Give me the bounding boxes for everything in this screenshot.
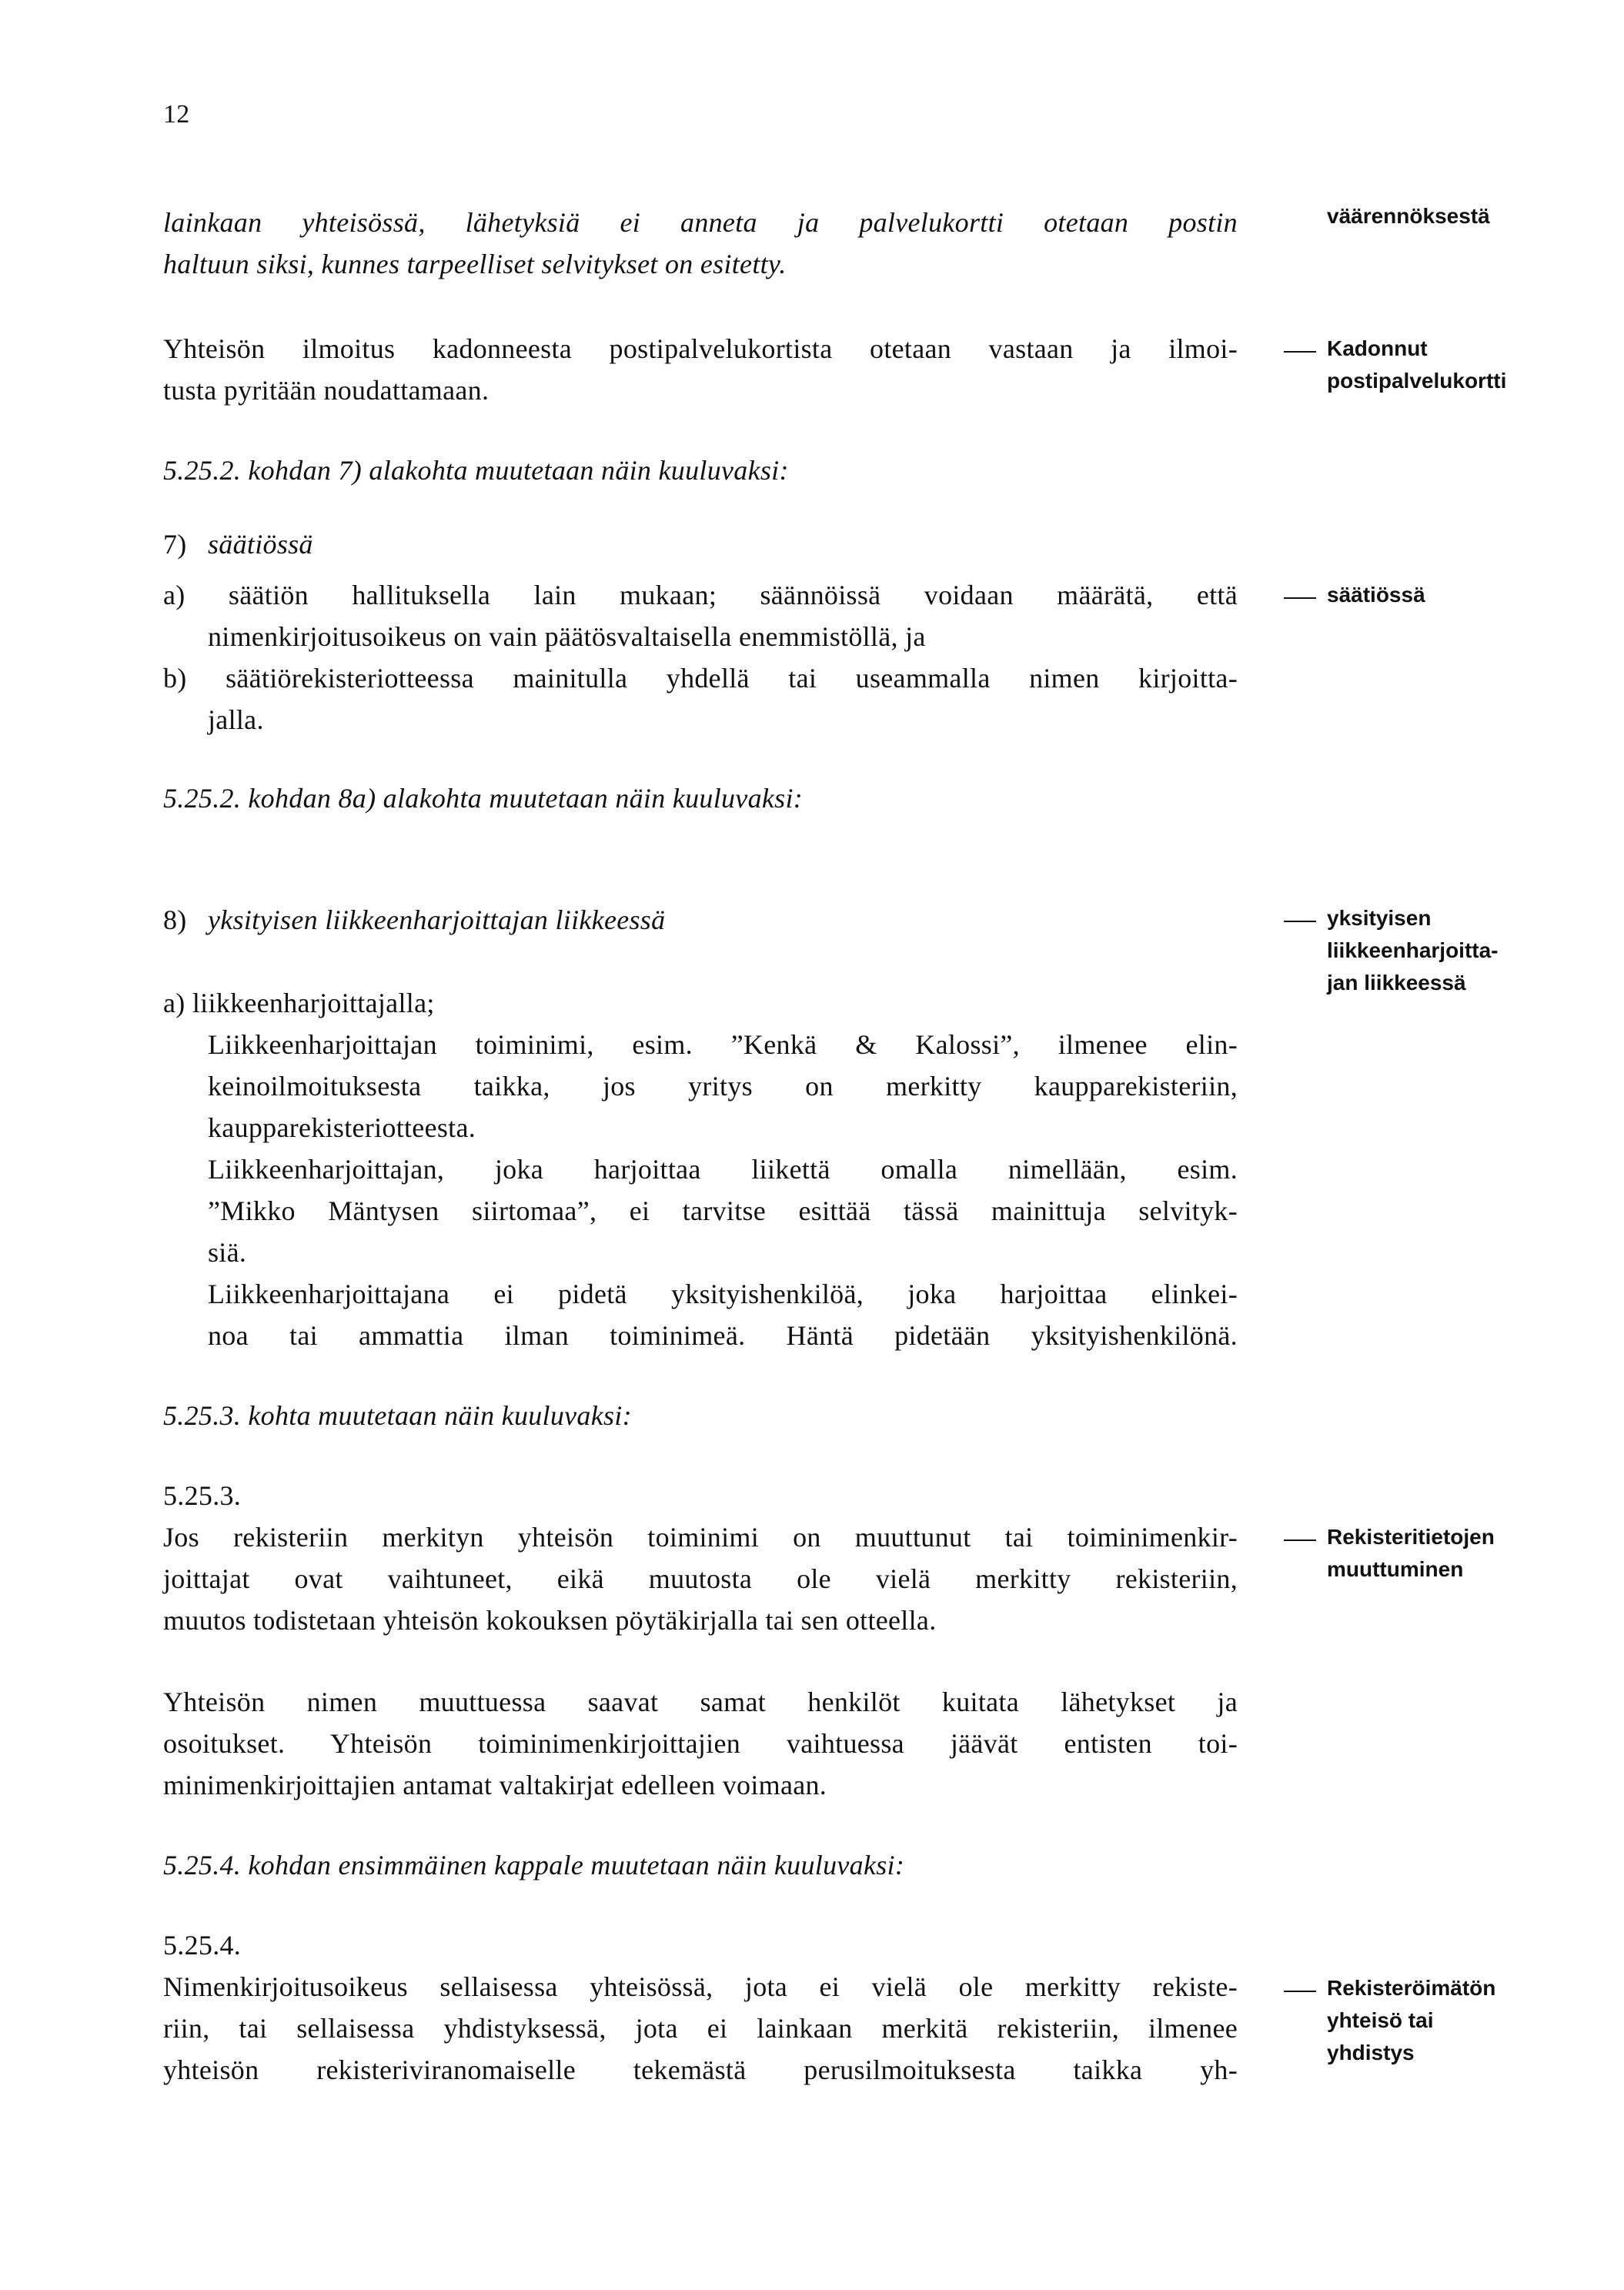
item-7a-line-2: nimenkirjoitusoikeus on vain päätösvaltaisella enemmistöllä, ja: [208, 621, 926, 652]
intro-line-2: haltuun siksi, kunnes tarpeelliset selvitykset on esitetty.: [163, 249, 787, 279]
margin-note-rekisteroimaton-2: yhteisö tai: [1327, 2008, 1434, 2032]
item-8-title: yksityisen liikkeenharjoittajan liikkeessä: [208, 904, 666, 935]
item-8-para3-line-2: noa tai ammattia ilman toiminimeä. Häntä pidetään yksityishenkilönä.: [208, 1320, 1238, 1351]
section-5254-para1-line-2: riin, tai sellaisessa yhdistyksessä, jota ei lainkaan merkitä rekisteriin, ilmenee: [163, 2013, 1238, 2044]
item-8a-label: a) liikkeenharjoittajalla;: [163, 988, 435, 1018]
margin-note-kadonnut-1: Kadonnut: [1327, 336, 1428, 360]
item-7-title: säätiössä: [208, 529, 313, 560]
margin-note-yksityisen-3: jan liikkeessä: [1327, 971, 1466, 995]
margin-note-dash: [1284, 351, 1316, 353]
section-5254-para1-line-1: Nimenkirjoitusoikeus sellaisessa yhteisössä, jota ei vielä ole merkitty rekiste-: [163, 1971, 1238, 2002]
item-8-para2-line-1: Liikkeenharjoittajan, joka harjoittaa liikettä omalla nimellään, esim.: [208, 1154, 1238, 1185]
section-heading-5252-8a: 5.25.2. kohdan 8a) alakohta muutetaan näin kuuluvaksi:: [163, 783, 804, 814]
item-7-number: 7): [163, 529, 187, 560]
margin-note-saatiossa: säätiössä: [1327, 583, 1425, 607]
margin-note-dash: [1284, 1991, 1316, 1992]
section-5253-para2-line-1: Yhteisön nimen muuttuessa saavat samat henkilöt kuitata lähetykset ja: [163, 1687, 1238, 1717]
intro-line-1: lainkaan yhteisössä, lähetyksiä ei anneta ja palvelukortti otetaan postin: [163, 207, 1238, 238]
margin-note-kadonnut-2: postipalvelukortti: [1327, 369, 1507, 393]
section-heading-5252-7: 5.25.2. kohdan 7) alakohta muutetaan näin kuuluvaksi:: [163, 455, 789, 486]
section-5254-number: 5.25.4.: [163, 1930, 242, 1961]
margin-note-rekisteroimaton-1: Rekisteröimätön: [1327, 1976, 1496, 2000]
section-5253-number: 5.25.3.: [163, 1480, 242, 1511]
section-heading-5253: 5.25.3. kohta muutetaan näin kuuluvaksi:: [163, 1400, 632, 1431]
section-5253-para2-line-2: osoitukset. Yhteisön toiminimenkirjoittajien vaihtuessa jäävät entisten toi-: [163, 1728, 1238, 1759]
item-7a-line-1: a) säätiön hallituksella lain mukaan; säännöissä voidaan määrätä, että: [163, 580, 1238, 610]
lost-card-line-2: tusta pyritään noudattamaan.: [163, 375, 490, 406]
lost-card-line-1: Yhteisön ilmoitus kadonneesta postipalvelukortista otetaan vastaan ja ilmoi-: [163, 333, 1238, 364]
item-8-para2-line-2: ”Mikko Mäntysen siirtomaa”, ei tarvitse esittää tässä mainittuja selvityk-: [208, 1195, 1238, 1226]
section-5253-para2-line-3: minimenkirjoittajien antamat valtakirjat edelleen voimaan.: [163, 1770, 827, 1800]
margin-note-dash: [1284, 921, 1316, 922]
margin-note-rekisteroimaton-3: yhdistys: [1327, 2041, 1415, 2064]
item-7b-line-1: b) säätiörekisteriotteessa mainitulla yhdellä tai useammalla nimen kirjoitta-: [163, 663, 1238, 694]
margin-note-yksityisen-2: liikkeenharjoitta-: [1327, 938, 1499, 962]
item-8-para1-line-3: kaupparekisteriotteesta.: [208, 1112, 476, 1143]
item-8-para1-line-1: Liikkeenharjoittajan toiminimi, esim. ”Kenkä & Kalossi”, ilmenee elin-: [208, 1029, 1238, 1060]
item-8-number: 8): [163, 904, 187, 935]
margin-note-yksityisen-1: yksityisen: [1327, 906, 1432, 930]
section-5253-para1-line-1: Jos rekisteriin merkityn yhteisön toiminimi on muuttunut tai toiminimenkir-: [163, 1522, 1238, 1553]
item-7b-line-2: jalla.: [208, 704, 264, 735]
margin-note-dash: [1284, 597, 1316, 599]
section-5253-para1-line-3: muutos todistetaan yhteisön kokouksen pöytäkirjalla tai sen otteella.: [163, 1605, 937, 1636]
margin-note-vaarennoksesta: väärennöksestä: [1327, 204, 1490, 228]
section-heading-5254: 5.25.4. kohdan ensimmäinen kappale muutetaan näin kuuluvaksi:: [163, 1850, 905, 1880]
margin-note-rekisteritietojen-2: muuttuminen: [1327, 1557, 1464, 1581]
section-5254-para1-line-3: yhteisön rekisteriviranomaiselle tekemästä perusilmoituksesta taikka yh-: [163, 2054, 1238, 2085]
item-8-para3-line-1: Liikkeenharjoittajana ei pidetä yksityishenkilöä, joka harjoittaa elinkei-: [208, 1279, 1238, 1309]
section-5253-para1-line-2: joittajat ovat vaihtuneet, eikä muutosta ole vielä merkitty rekisteriin,: [163, 1563, 1238, 1594]
item-8-para2-line-3: siä.: [208, 1237, 247, 1268]
item-8-para1-line-2: keinoilmoituksesta taikka, jos yritys on merkitty kaupparekisteriin,: [208, 1071, 1238, 1102]
margin-note-dash: [1284, 1539, 1316, 1541]
page-number: 12: [163, 100, 190, 129]
margin-note-rekisteritietojen-1: Rekisteritietojen: [1327, 1525, 1495, 1549]
